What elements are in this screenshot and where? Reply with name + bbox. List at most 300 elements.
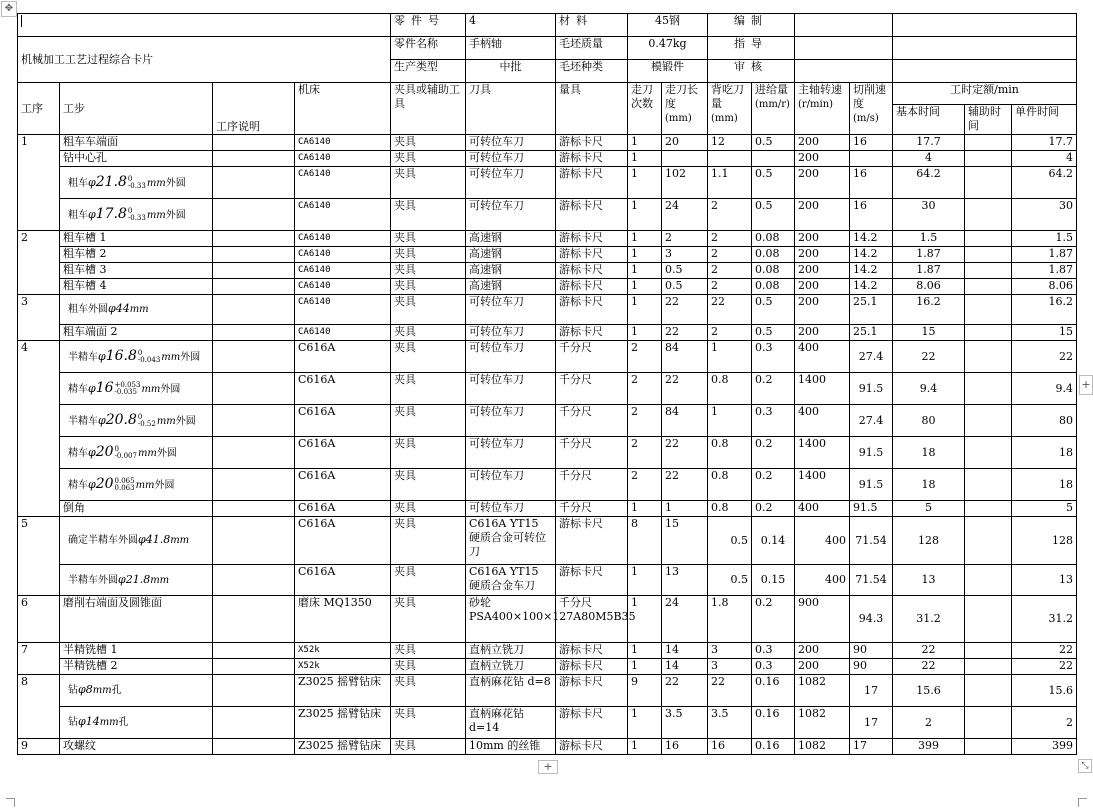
fixture-cell[interactable]: 夹具 xyxy=(391,739,466,755)
step-cell[interactable] xyxy=(60,707,213,739)
machine-cell[interactable]: C616A xyxy=(295,501,391,517)
fixture-cell[interactable]: 夹具 xyxy=(391,279,466,295)
unit-time-cell[interactable]: 9.4 xyxy=(1012,373,1077,405)
tool-cell[interactable]: 高速钢 xyxy=(466,231,556,247)
step-cell[interactable] xyxy=(60,373,213,405)
depth-cell[interactable]: 0.8 xyxy=(708,501,752,517)
unit-time-cell[interactable]: 2 xyxy=(1012,707,1077,739)
machine-cell[interactable]: C616A xyxy=(295,341,391,373)
basic-cell[interactable]: 4 xyxy=(893,151,965,167)
fixture-cell[interactable]: 夹具 xyxy=(391,135,466,151)
aux-cell[interactable] xyxy=(965,231,1012,247)
note-cell[interactable] xyxy=(213,517,295,565)
length-cell[interactable]: 0.5 xyxy=(662,263,708,279)
gauge-cell[interactable]: 千分尺 xyxy=(556,501,628,517)
gauge-cell[interactable]: 千分尺 xyxy=(556,373,628,405)
gauge-cell[interactable]: 游标卡尺 xyxy=(556,643,628,659)
passes-cell[interactable]: 1 xyxy=(628,135,662,151)
aux-cell[interactable] xyxy=(965,279,1012,295)
tool-cell[interactable]: 可转位车刀 xyxy=(466,405,556,437)
tool-cell[interactable]: 可转位车刀 xyxy=(466,199,556,231)
passes-cell[interactable]: 1 xyxy=(628,565,662,596)
aux-cell[interactable] xyxy=(965,469,1012,501)
proc-number-cell[interactable]: 9 xyxy=(18,739,60,755)
step-cell[interactable] xyxy=(60,517,213,565)
basic-cell[interactable]: 31.2 xyxy=(893,596,965,643)
fixture-cell[interactable]: 夹具 xyxy=(391,707,466,739)
step-cell[interactable] xyxy=(60,341,213,373)
machine-cell[interactable]: CA6140 xyxy=(295,151,391,167)
feed-cell[interactable]: 0.2 xyxy=(752,596,795,643)
note-cell[interactable] xyxy=(213,469,295,501)
machine-cell[interactable]: CA6140 xyxy=(295,263,391,279)
speed-cell[interactable]: 14.2 xyxy=(850,231,893,247)
feed-cell[interactable]: 0.3 xyxy=(752,341,795,373)
aux-cell[interactable] xyxy=(965,517,1012,565)
depth-cell[interactable]: 22 xyxy=(708,295,752,325)
speed-cell[interactable]: 94.3 xyxy=(850,596,893,643)
feed-cell[interactable]: 0.5 xyxy=(752,167,795,199)
aux-cell[interactable] xyxy=(965,707,1012,739)
rpm-cell[interactable]: 400 xyxy=(795,341,850,373)
gauge-cell[interactable]: 游标卡尺 xyxy=(556,675,628,707)
review-value[interactable] xyxy=(795,60,893,83)
aux-cell[interactable] xyxy=(965,565,1012,596)
note-cell[interactable] xyxy=(213,325,295,341)
length-cell[interactable] xyxy=(662,151,708,167)
passes-cell[interactable]: 1 xyxy=(628,279,662,295)
basic-cell[interactable]: 18 xyxy=(893,469,965,501)
length-cell[interactable]: 13 xyxy=(662,565,708,596)
depth-cell[interactable]: 2 xyxy=(708,199,752,231)
fixture-cell[interactable]: 夹具 xyxy=(391,405,466,437)
rpm-cell[interactable]: 1400 xyxy=(795,469,850,501)
basic-cell[interactable]: 17.7 xyxy=(893,135,965,151)
material-value[interactable]: 45钢 xyxy=(628,14,708,37)
note-cell[interactable] xyxy=(213,643,295,659)
aux-cell[interactable] xyxy=(965,437,1012,469)
feed-cell[interactable]: 0.16 xyxy=(752,675,795,707)
machine-cell[interactable]: C616A xyxy=(295,469,391,501)
tool-cell[interactable]: 可转位车刀 xyxy=(466,167,556,199)
basic-cell[interactable]: 64.2 xyxy=(893,167,965,199)
review-extra[interactable] xyxy=(893,60,1077,83)
gauge-cell[interactable]: 游标卡尺 xyxy=(556,151,628,167)
aux-cell[interactable] xyxy=(965,263,1012,279)
note-cell[interactable] xyxy=(213,565,295,596)
step-cell[interactable] xyxy=(60,199,213,231)
feed-cell[interactable]: 0.08 xyxy=(752,263,795,279)
depth-cell[interactable] xyxy=(708,151,752,167)
depth-cell[interactable]: 2 xyxy=(708,231,752,247)
step-cell[interactable] xyxy=(60,565,213,596)
fixture-cell[interactable]: 夹具 xyxy=(391,517,466,565)
step-cell[interactable]: 粗车槽 1 xyxy=(60,231,213,247)
gauge-cell[interactable]: 千分尺 xyxy=(556,437,628,469)
fixture-cell[interactable]: 夹具 xyxy=(391,247,466,263)
fixture-cell[interactable]: 夹具 xyxy=(391,596,466,643)
rpm-cell[interactable]: 200 xyxy=(795,247,850,263)
tool-cell[interactable]: 可转位车刀 xyxy=(466,135,556,151)
feed-cell[interactable]: 0.5 xyxy=(752,295,795,325)
feed-cell[interactable]: 0.08 xyxy=(752,231,795,247)
length-cell[interactable]: 84 xyxy=(662,405,708,437)
fixture-cell[interactable]: 夹具 xyxy=(391,675,466,707)
step-cell[interactable]: 钻中心孔 xyxy=(60,151,213,167)
machine-cell[interactable]: Z3025 摇臂钻床 xyxy=(295,707,391,739)
compile-value[interactable] xyxy=(795,14,893,37)
step-cell[interactable] xyxy=(60,167,213,199)
aux-cell[interactable] xyxy=(965,739,1012,755)
unit-time-cell[interactable]: 17.7 xyxy=(1012,135,1077,151)
feed-cell[interactable]: 0.5 xyxy=(752,135,795,151)
note-cell[interactable] xyxy=(213,263,295,279)
note-cell[interactable] xyxy=(213,405,295,437)
table-move-handle-icon[interactable]: ✥ xyxy=(1,1,17,17)
length-cell[interactable]: 3 xyxy=(662,247,708,263)
machine-cell[interactable]: CA6140 xyxy=(295,231,391,247)
unit-time-cell[interactable]: 64.2 xyxy=(1012,167,1077,199)
fixture-cell[interactable]: 夹具 xyxy=(391,231,466,247)
feed-cell[interactable]: 0.15 xyxy=(752,565,795,596)
machine-cell[interactable]: C616A xyxy=(295,565,391,596)
gauge-cell[interactable]: 游标卡尺 xyxy=(556,325,628,341)
depth-cell[interactable]: 1.8 xyxy=(708,596,752,643)
note-cell[interactable] xyxy=(213,135,295,151)
basic-cell[interactable]: 399 xyxy=(893,739,965,755)
rpm-cell[interactable]: 200 xyxy=(795,643,850,659)
aux-cell[interactable] xyxy=(965,151,1012,167)
fixture-cell[interactable]: 夹具 xyxy=(391,263,466,279)
blank-mass-value[interactable]: 0.47kg xyxy=(628,37,708,60)
aux-cell[interactable] xyxy=(965,501,1012,517)
basic-cell[interactable]: 1.5 xyxy=(893,231,965,247)
speed-cell[interactable]: 71.54 xyxy=(850,517,893,565)
basic-cell[interactable]: 15.6 xyxy=(893,675,965,707)
proc-number-cell[interactable]: 7 xyxy=(18,643,60,675)
unit-time-cell[interactable]: 80 xyxy=(1012,405,1077,437)
gauge-cell[interactable]: 游标卡尺 xyxy=(556,659,628,675)
machine-cell[interactable]: Z3025 摇臂钻床 xyxy=(295,675,391,707)
rpm-cell[interactable]: 1082 xyxy=(795,739,850,755)
fixture-cell[interactable]: 夹具 xyxy=(391,199,466,231)
speed-cell[interactable]: 91.5 xyxy=(850,373,893,405)
add-row-icon[interactable]: + xyxy=(538,760,558,774)
unit-time-cell[interactable]: 22 xyxy=(1012,659,1077,675)
passes-cell[interactable]: 1 xyxy=(628,739,662,755)
note-cell[interactable] xyxy=(213,199,295,231)
add-column-icon[interactable]: + xyxy=(1079,375,1093,395)
aux-cell[interactable] xyxy=(965,675,1012,707)
feed-cell[interactable]: 0.5 xyxy=(752,199,795,231)
rpm-cell[interactable]: 200 xyxy=(795,231,850,247)
rpm-cell[interactable]: 200 xyxy=(795,151,850,167)
rpm-cell[interactable]: 400 xyxy=(795,565,850,596)
aux-cell[interactable] xyxy=(965,405,1012,437)
speed-cell[interactable]: 16 xyxy=(850,135,893,151)
step-cell[interactable] xyxy=(60,405,213,437)
depth-cell[interactable]: 1 xyxy=(708,341,752,373)
unit-time-cell[interactable]: 15 xyxy=(1012,325,1077,341)
speed-cell[interactable]: 91.5 xyxy=(850,469,893,501)
basic-cell[interactable]: 18 xyxy=(893,437,965,469)
compile-extra[interactable] xyxy=(893,14,1077,37)
depth-cell[interactable]: 1.1 xyxy=(708,167,752,199)
machine-cell[interactable]: CA6140 xyxy=(295,167,391,199)
speed-cell[interactable]: 90 xyxy=(850,643,893,659)
tool-cell[interactable]: 直柄麻花钻 d=8 xyxy=(466,675,556,707)
gauge-cell[interactable]: 千分尺 xyxy=(556,469,628,501)
note-cell[interactable] xyxy=(213,675,295,707)
tool-cell[interactable]: 可转位车刀 xyxy=(466,151,556,167)
gauge-cell[interactable]: 游标卡尺 xyxy=(556,295,628,325)
machine-cell[interactable]: CA6140 xyxy=(295,247,391,263)
rpm-cell[interactable]: 900 xyxy=(795,596,850,643)
rpm-cell[interactable]: 1400 xyxy=(795,373,850,405)
fixture-cell[interactable]: 夹具 xyxy=(391,295,466,325)
length-cell[interactable]: 2 xyxy=(662,231,708,247)
length-cell[interactable]: 84 xyxy=(662,341,708,373)
speed-cell[interactable]: 25.1 xyxy=(850,325,893,341)
aux-cell[interactable] xyxy=(965,325,1012,341)
basic-cell[interactable]: 2 xyxy=(893,707,965,739)
guide-value[interactable] xyxy=(795,37,893,60)
blank-type-value[interactable]: 模锻件 xyxy=(628,60,708,83)
unit-time-cell[interactable]: 13 xyxy=(1012,565,1077,596)
passes-cell[interactable]: 2 xyxy=(628,341,662,373)
depth-cell[interactable]: 2 xyxy=(708,279,752,295)
feed-cell[interactable]: 0.08 xyxy=(752,279,795,295)
fixture-cell[interactable]: 夹具 xyxy=(391,469,466,501)
speed-cell[interactable]: 14.2 xyxy=(850,263,893,279)
feed-cell[interactable] xyxy=(752,151,795,167)
unit-time-cell[interactable]: 30 xyxy=(1012,199,1077,231)
depth-cell[interactable]: 2 xyxy=(708,325,752,341)
tool-cell[interactable]: 可转位车刀 xyxy=(466,295,556,325)
rpm-cell[interactable]: 200 xyxy=(795,199,850,231)
rpm-cell[interactable]: 200 xyxy=(795,135,850,151)
aux-cell[interactable] xyxy=(965,295,1012,325)
basic-cell[interactable]: 13 xyxy=(893,565,965,596)
fixture-cell[interactable]: 夹具 xyxy=(391,167,466,199)
aux-cell[interactable] xyxy=(965,247,1012,263)
depth-cell[interactable]: 22 xyxy=(708,675,752,707)
speed-cell[interactable]: 25.1 xyxy=(850,295,893,325)
proc-number-cell[interactable]: 3 xyxy=(18,295,60,341)
fixture-cell[interactable]: 夹具 xyxy=(391,565,466,596)
gauge-cell[interactable]: 千分尺 xyxy=(556,596,628,643)
part-no-value[interactable]: 4 xyxy=(466,14,556,37)
length-cell[interactable]: 22 xyxy=(662,295,708,325)
machine-cell[interactable]: X52k xyxy=(295,643,391,659)
depth-cell[interactable]: 12 xyxy=(708,135,752,151)
gauge-cell[interactable]: 千分尺 xyxy=(556,405,628,437)
tool-cell[interactable]: 10mm 的丝锥 xyxy=(466,739,556,755)
unit-time-cell[interactable]: 4 xyxy=(1012,151,1077,167)
speed-cell[interactable]: 16 xyxy=(850,167,893,199)
basic-cell[interactable]: 22 xyxy=(893,643,965,659)
fixture-cell[interactable]: 夹具 xyxy=(391,373,466,405)
feed-cell[interactable]: 0.5 xyxy=(752,325,795,341)
passes-cell[interactable]: 1 xyxy=(628,151,662,167)
passes-cell[interactable]: 1 xyxy=(628,263,662,279)
aux-cell[interactable] xyxy=(965,373,1012,405)
unit-time-cell[interactable]: 1.5 xyxy=(1012,231,1077,247)
tool-cell[interactable]: 直柄立铣刀 xyxy=(466,643,556,659)
rpm-cell[interactable]: 200 xyxy=(795,167,850,199)
basic-cell[interactable]: 22 xyxy=(893,341,965,373)
proc-number-cell[interactable]: 8 xyxy=(18,675,60,739)
fixture-cell[interactable]: 夹具 xyxy=(391,437,466,469)
depth-cell[interactable]: 3.5 xyxy=(708,707,752,739)
note-cell[interactable] xyxy=(213,437,295,469)
note-cell[interactable] xyxy=(213,501,295,517)
passes-cell[interactable]: 1 xyxy=(628,167,662,199)
machine-cell[interactable]: CA6140 xyxy=(295,279,391,295)
unit-time-cell[interactable]: 22 xyxy=(1012,341,1077,373)
speed-cell[interactable]: 17 xyxy=(850,739,893,755)
feed-cell[interactable]: 0.08 xyxy=(752,247,795,263)
passes-cell[interactable]: 1 xyxy=(628,247,662,263)
step-cell[interactable]: 粗车端面 2 xyxy=(60,325,213,341)
unit-time-cell[interactable]: 18 xyxy=(1012,437,1077,469)
note-cell[interactable] xyxy=(213,707,295,739)
speed-cell[interactable]: 27.4 xyxy=(850,405,893,437)
tool-cell[interactable]: 高速钢 xyxy=(466,247,556,263)
proc-number-cell[interactable]: 6 xyxy=(18,596,60,643)
length-cell[interactable]: 24 xyxy=(662,596,708,643)
unit-time-cell[interactable]: 399 xyxy=(1012,739,1077,755)
depth-cell[interactable]: 0.8 xyxy=(708,469,752,501)
rpm-cell[interactable]: 1400 xyxy=(795,437,850,469)
machine-cell[interactable]: C616A xyxy=(295,437,391,469)
feed-cell[interactable]: 0.2 xyxy=(752,501,795,517)
gauge-cell[interactable]: 游标卡尺 xyxy=(556,263,628,279)
machine-cell[interactable]: CA6140 xyxy=(295,325,391,341)
speed-cell[interactable]: 91.5 xyxy=(850,501,893,517)
length-cell[interactable]: 14 xyxy=(662,659,708,675)
unit-time-cell[interactable]: 22 xyxy=(1012,643,1077,659)
passes-cell[interactable]: 1 xyxy=(628,325,662,341)
passes-cell[interactable]: 1 xyxy=(628,707,662,739)
tool-cell[interactable]: C616A YT15 硬质合金车刀 xyxy=(466,565,556,596)
basic-cell[interactable]: 128 xyxy=(893,517,965,565)
rpm-cell[interactable]: 1082 xyxy=(795,675,850,707)
length-cell[interactable]: 22 xyxy=(662,325,708,341)
basic-cell[interactable]: 1.87 xyxy=(893,263,965,279)
tool-cell[interactable]: 可转位车刀 xyxy=(466,373,556,405)
machine-cell[interactable]: C616A xyxy=(295,373,391,405)
tool-cell[interactable]: 高速钢 xyxy=(466,263,556,279)
basic-cell[interactable]: 30 xyxy=(893,199,965,231)
length-cell[interactable]: 22 xyxy=(662,675,708,707)
length-cell[interactable]: 20 xyxy=(662,135,708,151)
fixture-cell[interactable]: 夹具 xyxy=(391,643,466,659)
tool-cell[interactable]: 可转位车刀 xyxy=(466,325,556,341)
machine-cell[interactable]: CA6140 xyxy=(295,199,391,231)
table-resize-icon[interactable]: ⤡ xyxy=(1078,759,1092,773)
step-cell[interactable]: 倒角 xyxy=(60,501,213,517)
rpm-cell[interactable]: 200 xyxy=(795,325,850,341)
aux-cell[interactable] xyxy=(965,596,1012,643)
depth-cell[interactable]: 0.8 xyxy=(708,373,752,405)
note-cell[interactable] xyxy=(213,151,295,167)
gauge-cell[interactable]: 千分尺 xyxy=(556,341,628,373)
rpm-cell[interactable]: 200 xyxy=(795,659,850,675)
depth-cell[interactable]: 2 xyxy=(708,247,752,263)
basic-cell[interactable]: 9.4 xyxy=(893,373,965,405)
note-cell[interactable] xyxy=(213,247,295,263)
step-cell[interactable] xyxy=(60,295,213,325)
aux-cell[interactable] xyxy=(965,643,1012,659)
aux-cell[interactable] xyxy=(965,341,1012,373)
machine-cell[interactable]: X52k xyxy=(295,659,391,675)
tool-cell[interactable]: 直柄立铣刀 xyxy=(466,659,556,675)
unit-time-cell[interactable]: 16.2 xyxy=(1012,295,1077,325)
passes-cell[interactable]: 1 xyxy=(628,596,662,643)
basic-cell[interactable]: 22 xyxy=(893,659,965,675)
prod-type-value[interactable]: 中批 xyxy=(466,60,556,83)
note-cell[interactable] xyxy=(213,596,295,643)
note-cell[interactable] xyxy=(213,167,295,199)
feed-cell[interactable]: 0.2 xyxy=(752,437,795,469)
note-cell[interactable] xyxy=(213,279,295,295)
unit-time-cell[interactable]: 1.87 xyxy=(1012,247,1077,263)
tool-cell[interactable]: 直柄麻花钻 d=14 xyxy=(466,707,556,739)
unit-time-cell[interactable]: 8.06 xyxy=(1012,279,1077,295)
aux-cell[interactable] xyxy=(965,135,1012,151)
passes-cell[interactable]: 1 xyxy=(628,295,662,325)
length-cell[interactable]: 102 xyxy=(662,167,708,199)
tool-cell[interactable]: 可转位车刀 xyxy=(466,501,556,517)
proc-number-cell[interactable]: 4 xyxy=(18,341,60,517)
basic-cell[interactable]: 16.2 xyxy=(893,295,965,325)
speed-cell[interactable]: 17 xyxy=(850,675,893,707)
length-cell[interactable]: 22 xyxy=(662,437,708,469)
aux-cell[interactable] xyxy=(965,199,1012,231)
unit-time-cell[interactable]: 18 xyxy=(1012,469,1077,501)
passes-cell[interactable]: 2 xyxy=(628,437,662,469)
length-cell[interactable]: 15 xyxy=(662,517,708,565)
length-cell[interactable]: 1 xyxy=(662,501,708,517)
fixture-cell[interactable]: 夹具 xyxy=(391,341,466,373)
passes-cell[interactable]: 2 xyxy=(628,405,662,437)
step-cell[interactable]: 半精铣槽 1 xyxy=(60,643,213,659)
passes-cell[interactable]: 1 xyxy=(628,659,662,675)
gauge-cell[interactable]: 游标卡尺 xyxy=(556,231,628,247)
machine-cell[interactable]: Z3025 摇臂钻床 xyxy=(295,739,391,755)
rpm-cell[interactable]: 400 xyxy=(795,501,850,517)
speed-cell[interactable] xyxy=(850,151,893,167)
proc-number-cell[interactable]: 2 xyxy=(18,231,60,295)
gauge-cell[interactable]: 游标卡尺 xyxy=(556,135,628,151)
tool-cell[interactable]: 可转位车刀 xyxy=(466,437,556,469)
rpm-cell[interactable]: 400 xyxy=(795,517,850,565)
depth-cell[interactable]: 16 xyxy=(708,739,752,755)
feed-cell[interactable]: 0.16 xyxy=(752,707,795,739)
step-cell[interactable]: 攻螺纹 xyxy=(60,739,213,755)
speed-cell[interactable]: 90 xyxy=(850,659,893,675)
gauge-cell[interactable]: 游标卡尺 xyxy=(556,739,628,755)
length-cell[interactable]: 0.5 xyxy=(662,279,708,295)
feed-cell[interactable]: 0.16 xyxy=(752,739,795,755)
speed-cell[interactable]: 27.4 xyxy=(850,341,893,373)
length-cell[interactable]: 24 xyxy=(662,199,708,231)
proc-number-cell[interactable]: 5 xyxy=(18,517,60,596)
rpm-cell[interactable]: 200 xyxy=(795,279,850,295)
length-cell[interactable]: 14 xyxy=(662,643,708,659)
aux-cell[interactable] xyxy=(965,167,1012,199)
